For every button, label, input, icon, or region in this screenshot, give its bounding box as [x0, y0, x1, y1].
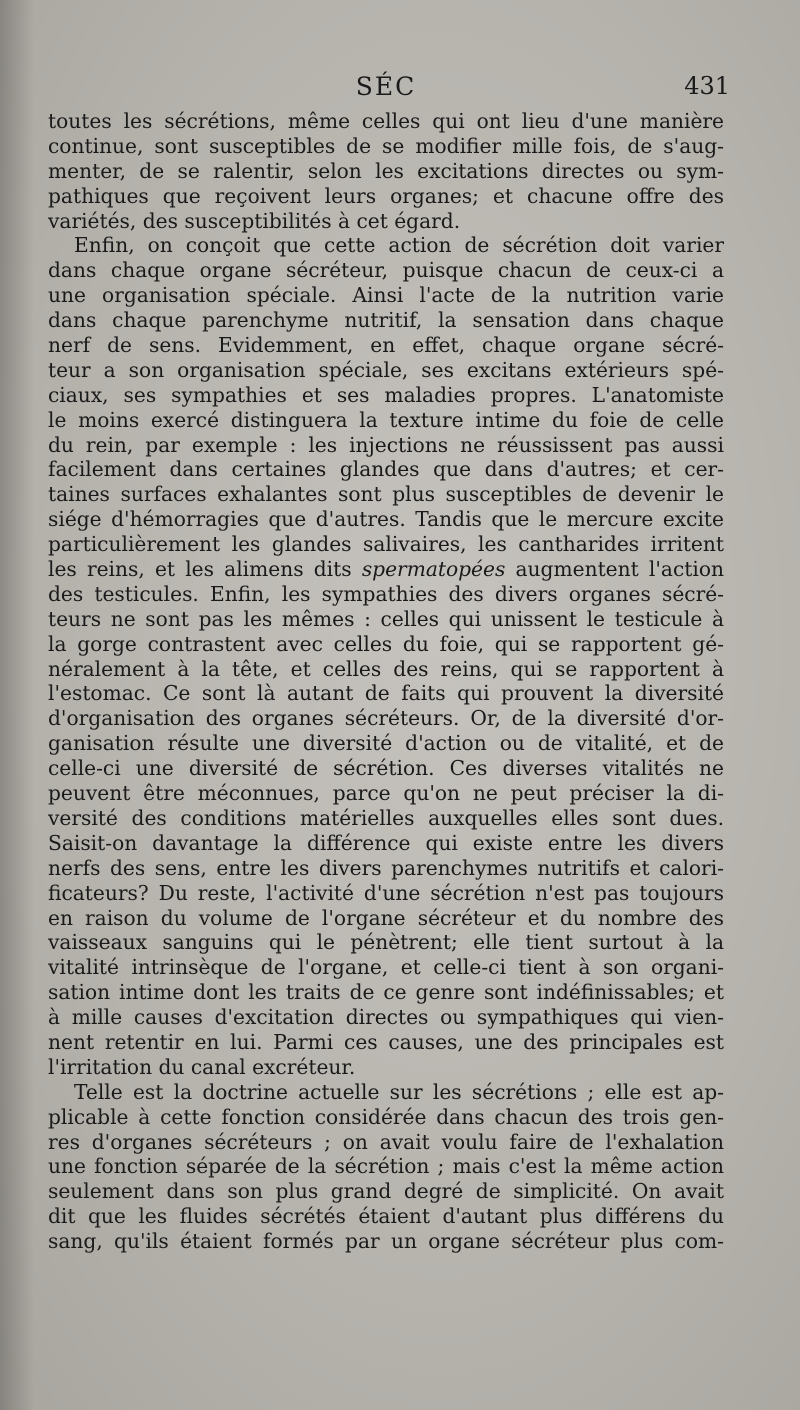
text-line: versité des conditions matérielles auxquelles elles sont dues.: [48, 805, 724, 830]
text-line: sation intime dont les traits de ce genre sont indéfinissables; et: [48, 980, 724, 1005]
text-line: du rein, par exemple : les injections ne réussissent pas aussi: [48, 432, 724, 457]
text-line: siége d'hémorragies que d'autres. Tandis que le mercure excite: [48, 507, 724, 532]
text-line: ganisation résulte une diversité d'action ou de vitalité, et de: [48, 731, 724, 756]
text-line: seulement dans son plus grand degré de simplicité. On avait: [48, 1179, 724, 1204]
running-head: [48, 72, 730, 108]
text-line: la gorge contrastent avec celles du foie, qui se rapportent gé-: [48, 631, 724, 656]
text-line: une organisation spéciale. Ainsi l'acte de la nutrition varie: [48, 283, 724, 308]
text-line: vitalité intrinsèque de l'organe, et celle-ci tient à son organi-: [48, 955, 724, 980]
text-line: continue, sont susceptibles de se modifier mille fois, de s'aug-: [48, 133, 724, 158]
line-segment: augmentent l'action: [505, 557, 724, 582]
text-line: toutes les sécrétions, même celles qui ont lieu d'une manière: [48, 109, 724, 133]
text-line: teurs ne sont pas les mêmes : celles qui unissent le testicule à: [48, 606, 724, 631]
text-line: facilement dans certaines glandes que dans d'autres; et cer-: [48, 457, 724, 482]
paragraph-end-line: l'irritation du canal excréteur.: [48, 1054, 356, 1079]
text-line: ciaux, ses sympathies et ses maladies propres. L'anatomiste: [48, 382, 724, 407]
text-line: vaisseaux sanguins qui le pénètrent; elle tient surtout à la: [48, 930, 724, 955]
text-line: plicable à cette fonction considérée dans chacun des trois gen-: [48, 1104, 724, 1129]
text-line: teur a son organisation spéciale, ses excitans extérieurs spé-: [48, 357, 724, 382]
text-line: dans chaque organe sécréteur, puisque chacun de ceux-ci a: [48, 258, 724, 283]
text-line: des testicules. Enfin, les sympathies des divers organes sécré-: [48, 581, 724, 606]
text-line: une fonction séparée de la sécrétion ; mais c'est la même action: [48, 1154, 724, 1179]
text-line: d'organisation des organes sécréteurs. Or, de la diversité d'or-: [48, 706, 724, 731]
paragraph-start-line: Telle est la doctrine actuelle sur les sécrétions ; elle est ap-: [74, 1079, 724, 1104]
text-line: en raison du volume de l'organe sécréteur et du nombre des: [48, 905, 724, 930]
running-title: SÉC: [355, 72, 417, 101]
text-line: à mille causes d'excitation directes ou sympathiques qui vien-: [48, 1005, 724, 1030]
line-segment: les reins, et les alimens dits: [48, 557, 362, 582]
body-text: [48, 109, 724, 1254]
text-line: le moins exercé distinguera la texture intime du foie de celle: [48, 407, 724, 432]
text-line: res d'organes sécréteurs ; on avait voulu faire de l'exhalation: [48, 1129, 724, 1154]
text-line: dans chaque parenchyme nutritif, la sensation dans chaque: [48, 308, 724, 333]
text-line: l'estomac. Ce sont là autant de faits qui prouvent la diversité: [48, 681, 724, 706]
paragraph-start-line: Enfin, on conçoit que cette action de sécrétion doit varier: [74, 233, 724, 258]
text-line: nerf de sens. Evidemment, en effet, chaque organe sécré-: [48, 333, 724, 358]
text-line: particulièrement les glandes salivaires, les cantharides irritent: [48, 532, 724, 557]
text-line: nent retentir en lui. Parmi ces causes, une des principales est: [48, 1029, 724, 1054]
text-line: dit que les fluides sécrétés étaient d'autant plus différens du: [48, 1204, 724, 1229]
text-line: néralement à la tête, et celles des reins, qui se rapportent à: [48, 656, 724, 681]
text-line: nerfs des sens, entre les divers parenchymes nutritifs et calori-: [48, 855, 724, 880]
page-gutter-shadow: [0, 0, 34, 1410]
text-line: pathiques que reçoivent leurs organes; et chacune offre des: [48, 183, 724, 208]
paragraph-end-line: variétés, des susceptibilités à cet égard.: [48, 208, 461, 233]
text-line-with-italic: [48, 557, 724, 582]
text-line: ficateurs? Du reste, l'activité d'une sécrétion n'est pas toujours: [48, 880, 724, 905]
page-number: 431: [684, 72, 730, 100]
text-line: menter, de se ralentir, selon les excitations directes ou sym-: [48, 158, 724, 183]
italic-term: spermatopées: [361, 557, 506, 582]
text-line: peuvent être méconnues, parce qu'on ne peut préciser la di-: [48, 781, 724, 806]
text-line: Saisit-on davantage la différence qui existe entre les divers: [48, 830, 724, 855]
text-line: sang, qu'ils étaient formés par un organe sécréteur plus com-: [48, 1229, 724, 1254]
text-line: taines surfaces exhalantes sont plus susceptibles de devenir le: [48, 482, 724, 507]
text-line: celle-ci une diversité de sécrétion. Ces diverses vitalités ne: [48, 756, 724, 781]
